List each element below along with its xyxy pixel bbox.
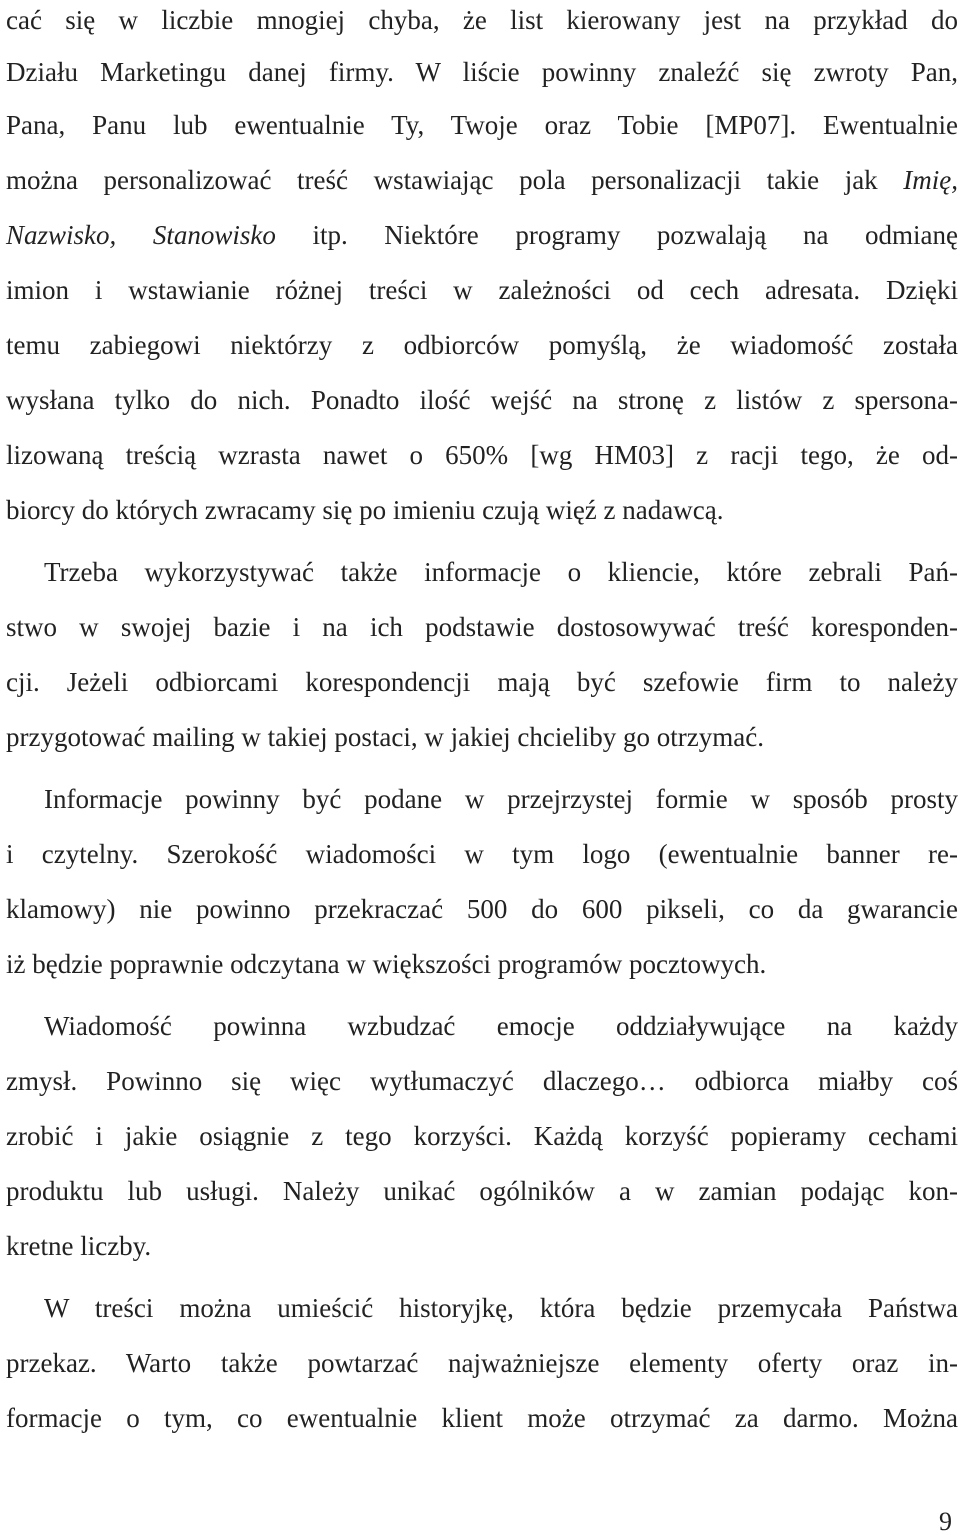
text-line: przygotować mailing w takiej postaci, w jakiej chcieliby go otrzymać. (6, 722, 765, 752)
text-line: kretne liczby. (6, 1231, 152, 1261)
text-line: cji. Jeżeli odbiorcami korespondencji mają być szefowie firm to należy (6, 667, 958, 697)
text-line: Trzeba wykorzystywać także informacje o kliencie, które zebrali Pań- (44, 557, 958, 587)
page-number: 9 (939, 1507, 952, 1535)
text-line: biorcy do których zwracamy się po imieniu czują więź z nadawcą. (6, 495, 724, 525)
text-line: zmysł. Powinno się więc wytłumaczyć dlaczego… odbiorca miałby coś (6, 1066, 958, 1096)
text-line: temu zabiegowi niektórzy z odbiorców pomyślą, że wiadomość została (6, 330, 958, 360)
text-line: można personalizować treść wstawiając pola personalizacji takie jak Imię, (6, 165, 958, 195)
text-line: produktu lub usługi. Należy unikać ogólników a w zamian podając kon- (6, 1176, 958, 1206)
text-line: przekaz. Warto także powtarzać najważniejsze elementy oferty oraz in- (6, 1348, 958, 1378)
text-line: Działu Marketingu danej firmy. W liście powinny znaleźć się zwroty Pan, (6, 57, 958, 87)
text-line: Informacje powinny być podane w przejrzystej formie w sposób prosty (44, 784, 958, 814)
text-line: klamowy) nie powinno przekraczać 500 do 600 pikseli, co da gwarancie (6, 894, 958, 924)
text-line: stwo w swojej bazie i na ich podstawie dostosowywać treść koresponden- (6, 612, 958, 642)
text-line: wysłana tylko do nich. Ponadto ilość wejść na stronę z listów z spersona- (6, 385, 958, 415)
text-line: imion i wstawianie różnej treści w zależności od cech adresata. Dzięki (6, 275, 958, 305)
text-line: Pana, Panu lub ewentualnie Ty, Twoje oraz Tobie [MP07]. Ewentualnie (6, 110, 958, 140)
text-line: i czytelny. Szerokość wiadomości w tym logo (ewentualnie banner re- (6, 839, 958, 869)
text-line: Wiadomość powinna wzbudzać emocje oddziaływujące na każdy (44, 1011, 958, 1041)
text-line: lizowaną treścią wzrasta nawet o 650% [wg HM03] z racji tego, że od- (6, 440, 958, 470)
text-line: cać się w liczbie mnogiej chyba, że list kierowany jest na przykład do (6, 5, 958, 35)
text-line: formacje o tym, co ewentualnie klient może otrzymać za darmo. Można (6, 1403, 958, 1433)
text-line: zrobić i jakie osiągnie z tego korzyści. Każdą korzyść popieramy cechami (6, 1121, 958, 1151)
text-line: W treści można umieścić historyjkę, która będzie przemycała Państwa (44, 1293, 958, 1323)
text-line: Nazwisko, Stanowisko itp. Niektóre programy pozwalają na odmianę (6, 220, 958, 250)
text-line: iż będzie poprawnie odczytana w większości programów pocztowych. (6, 949, 767, 979)
